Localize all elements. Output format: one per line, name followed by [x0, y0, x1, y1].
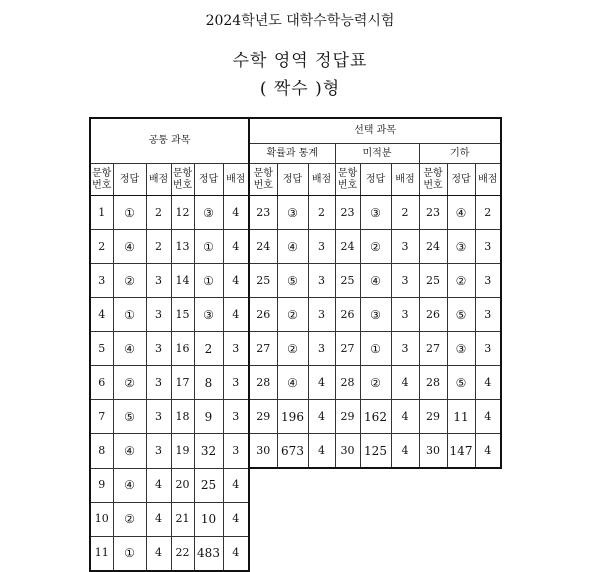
question-number: 23 — [419, 196, 447, 230]
point-value: 3 — [223, 400, 249, 434]
column-header-number-line1: 문항 — [423, 167, 443, 179]
point-value: 4 — [475, 434, 501, 469]
point-value: 3 — [146, 434, 171, 469]
column-header-number-line1: 문항 — [253, 167, 273, 179]
answer-value: 147 — [447, 434, 475, 469]
exam-title: 2024학년도 대학수학능력시험 — [205, 13, 395, 29]
column-header-points: 배점 — [475, 164, 501, 196]
question-number: 16 — [171, 332, 194, 366]
question-number: 29 — [335, 400, 360, 434]
question-number: 28 — [419, 366, 447, 400]
answer-value: ③ — [447, 230, 475, 264]
point-value: 2 — [475, 196, 501, 230]
answer-value: 9 — [194, 400, 223, 434]
column-header-number — [171, 164, 194, 196]
answer-value: ② — [277, 332, 308, 366]
question-number: 12 — [171, 196, 194, 230]
point-value: 4 — [475, 400, 501, 434]
question-number: 6 — [90, 366, 113, 400]
answer-value: ② — [360, 366, 391, 400]
column-header-number — [335, 164, 360, 196]
form-type-title: ( 짝수 )형 — [259, 79, 341, 99]
answer-value: 25 — [194, 468, 223, 502]
answer-value: ② — [360, 230, 391, 264]
answer-value: ④ — [113, 332, 146, 366]
elective-geometry-header: 기하 — [419, 144, 501, 164]
question-number: 27 — [419, 332, 447, 366]
question-number: 30 — [419, 434, 447, 469]
point-value: 4 — [146, 502, 171, 536]
column-header-number-line2: 번호 — [92, 179, 112, 191]
point-value: 4 — [223, 468, 249, 502]
subject-title: 수학 영역 정답표 — [232, 51, 368, 71]
question-number: 24 — [249, 230, 277, 264]
answer-value: 11 — [447, 400, 475, 434]
answer-value: ① — [113, 196, 146, 230]
answer-row — [90, 434, 501, 469]
question-number: 24 — [335, 230, 360, 264]
question-number: 27 — [249, 332, 277, 366]
column-header-number-line1: 문항 — [172, 167, 193, 179]
question-number: 29 — [249, 400, 277, 434]
point-value: 4 — [391, 400, 419, 434]
column-header-answer: 정답 — [113, 164, 146, 196]
answer-value: ④ — [447, 196, 475, 230]
question-number: 23 — [335, 196, 360, 230]
point-value: 3 — [146, 332, 171, 366]
point-value: 4 — [223, 230, 249, 264]
question-number: 19 — [171, 434, 194, 469]
column-header-number-line2: 번호 — [253, 179, 273, 191]
answer-value: ④ — [113, 434, 146, 469]
point-value: 4 — [223, 298, 249, 332]
answer-value: 32 — [194, 434, 223, 469]
point-value: 4 — [146, 468, 171, 502]
answer-value: ⑤ — [113, 400, 146, 434]
point-value: 2 — [391, 196, 419, 230]
question-number: 11 — [90, 536, 113, 571]
column-header-number — [419, 164, 447, 196]
answer-value: ③ — [360, 298, 391, 332]
question-number: 25 — [249, 264, 277, 298]
point-value: 3 — [223, 366, 249, 400]
question-number: 23 — [249, 196, 277, 230]
question-number: 30 — [249, 434, 277, 469]
question-number: 28 — [335, 366, 360, 400]
point-value: 3 — [146, 400, 171, 434]
question-number: 10 — [90, 502, 113, 536]
question-number: 5 — [90, 332, 113, 366]
column-header-points: 배점 — [308, 164, 335, 196]
answer-value: ② — [113, 264, 146, 298]
question-number: 26 — [419, 298, 447, 332]
point-value: 3 — [223, 434, 249, 469]
answer-value: 673 — [277, 434, 308, 469]
answer-value: 483 — [194, 536, 223, 571]
answer-value: 8 — [194, 366, 223, 400]
column-header-answer: 정답 — [277, 164, 308, 196]
question-number: 20 — [171, 468, 194, 502]
blank-area — [249, 468, 501, 571]
answer-value: 10 — [194, 502, 223, 536]
point-value: 3 — [308, 230, 335, 264]
answer-value: ④ — [113, 468, 146, 502]
common-section-header: 공통 과목 — [90, 118, 249, 164]
column-header-row — [90, 164, 501, 196]
answer-value: ① — [360, 332, 391, 366]
elective-prob-stat-header: 확률과 통계 — [249, 144, 335, 164]
question-number: 28 — [249, 366, 277, 400]
answer-value: ① — [194, 230, 223, 264]
answer-value: ② — [277, 298, 308, 332]
column-header-answer: 정답 — [194, 164, 223, 196]
point-value: 4 — [223, 536, 249, 571]
question-number: 18 — [171, 400, 194, 434]
column-header-number — [90, 164, 113, 196]
question-number: 22 — [171, 536, 194, 571]
answer-value: ③ — [194, 298, 223, 332]
column-header-points: 배점 — [391, 164, 419, 196]
question-number: 8 — [90, 434, 113, 469]
answer-value: 2 — [194, 332, 223, 366]
answer-key-table — [89, 117, 502, 572]
answer-row — [90, 400, 501, 434]
question-number: 24 — [419, 230, 447, 264]
column-header-number-line1: 문항 — [337, 167, 358, 179]
elective-calculus-header: 미적분 — [335, 144, 419, 164]
answer-value: ② — [447, 264, 475, 298]
point-value: 3 — [308, 298, 335, 332]
point-value: 3 — [308, 264, 335, 298]
question-number: 13 — [171, 230, 194, 264]
point-value: 4 — [308, 366, 335, 400]
column-header-number — [249, 164, 277, 196]
column-header-answer: 정답 — [360, 164, 391, 196]
point-value: 2 — [308, 196, 335, 230]
point-value: 2 — [146, 230, 171, 264]
point-value: 3 — [308, 332, 335, 366]
point-value: 3 — [223, 332, 249, 366]
answer-value: 125 — [360, 434, 391, 469]
question-number: 4 — [90, 298, 113, 332]
question-number: 7 — [90, 400, 113, 434]
question-number: 9 — [90, 468, 113, 502]
answer-value: ② — [113, 502, 146, 536]
elective-section-header: 선택 과목 — [249, 118, 501, 144]
point-value: 3 — [391, 264, 419, 298]
column-header-number-line2: 번호 — [172, 179, 193, 191]
point-value: 4 — [391, 434, 419, 469]
answer-value: ② — [113, 366, 146, 400]
point-value: 3 — [475, 264, 501, 298]
point-value: 4 — [223, 264, 249, 298]
point-value: 3 — [146, 366, 171, 400]
section-header-row — [90, 118, 501, 144]
question-number: 3 — [90, 264, 113, 298]
column-header-answer: 정답 — [447, 164, 475, 196]
point-value: 3 — [146, 298, 171, 332]
answer-row — [90, 196, 501, 230]
question-number: 2 — [90, 230, 113, 264]
question-number: 30 — [335, 434, 360, 469]
column-header-number-line1: 문항 — [92, 167, 112, 179]
answer-value: ① — [194, 264, 223, 298]
answer-value: ④ — [360, 264, 391, 298]
point-value: 3 — [146, 264, 171, 298]
point-value: 4 — [308, 434, 335, 469]
answer-row — [90, 298, 501, 332]
point-value: 3 — [391, 298, 419, 332]
question-number: 26 — [249, 298, 277, 332]
point-value: 3 — [475, 298, 501, 332]
answer-row — [90, 468, 501, 502]
answer-value: ④ — [277, 230, 308, 264]
answer-value: ⑤ — [277, 264, 308, 298]
point-value: 3 — [391, 230, 419, 264]
answer-row — [90, 230, 501, 264]
point-value: 4 — [308, 400, 335, 434]
answer-value: ④ — [277, 366, 308, 400]
answer-row — [90, 332, 501, 366]
answer-value: ③ — [277, 196, 308, 230]
question-number: 29 — [419, 400, 447, 434]
question-number: 25 — [335, 264, 360, 298]
column-header-points: 배점 — [223, 164, 249, 196]
point-value: 4 — [146, 536, 171, 571]
answer-value: 196 — [277, 400, 308, 434]
question-number: 15 — [171, 298, 194, 332]
point-value: 3 — [475, 332, 501, 366]
column-header-number-line2: 번호 — [337, 179, 358, 191]
point-value: 2 — [146, 196, 171, 230]
answer-row — [90, 264, 501, 298]
question-number: 17 — [171, 366, 194, 400]
question-number: 26 — [335, 298, 360, 332]
answer-value: ③ — [447, 332, 475, 366]
point-value: 4 — [223, 196, 249, 230]
answer-value: ③ — [360, 196, 391, 230]
question-number: 25 — [419, 264, 447, 298]
point-value: 4 — [391, 366, 419, 400]
column-header-number-line2: 번호 — [423, 179, 443, 191]
answer-value: ③ — [194, 196, 223, 230]
question-number: 14 — [171, 264, 194, 298]
answer-value: ① — [113, 298, 146, 332]
point-value: 4 — [223, 502, 249, 536]
answer-value: 162 — [360, 400, 391, 434]
point-value: 3 — [475, 230, 501, 264]
answer-value: ⑤ — [447, 366, 475, 400]
question-number: 21 — [171, 502, 194, 536]
column-header-points: 배점 — [146, 164, 171, 196]
question-number: 1 — [90, 196, 113, 230]
question-number: 27 — [335, 332, 360, 366]
answer-value: ④ — [113, 230, 146, 264]
answer-row — [90, 366, 501, 400]
answer-value: ① — [113, 536, 146, 571]
answer-value: ⑤ — [447, 298, 475, 332]
point-value: 3 — [391, 332, 419, 366]
point-value: 4 — [475, 366, 501, 400]
